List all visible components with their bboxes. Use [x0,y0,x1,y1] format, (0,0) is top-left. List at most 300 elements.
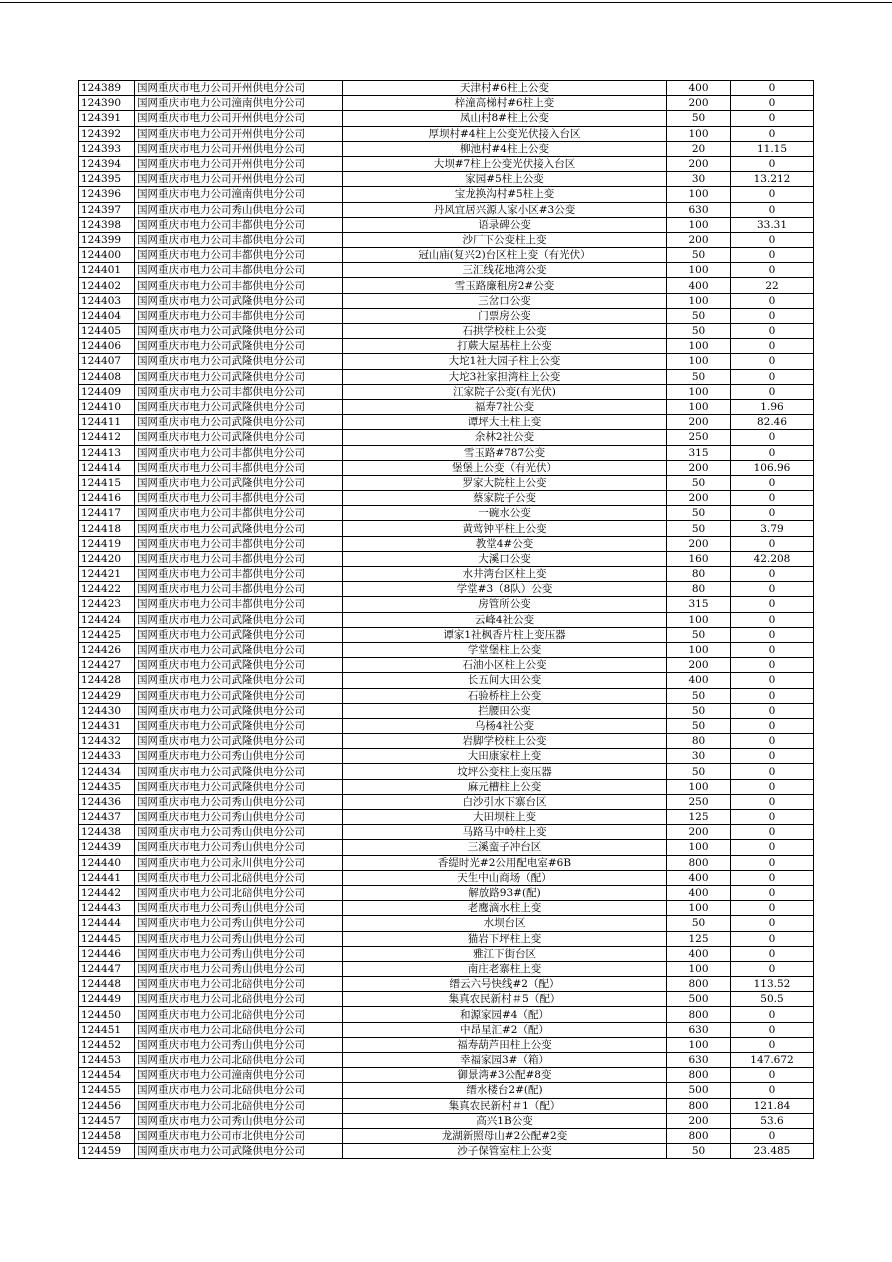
cell-company: 国网重庆市电力公司武隆供电分公司 [135,703,343,718]
table-row [79,961,814,976]
table-row [79,582,814,597]
cell-value: 0 [731,855,814,870]
cell-capacity: 100 [667,779,731,794]
cell-company: 国网重庆市电力公司丰都供电分公司 [135,445,343,460]
cell-id: 124455 [79,1083,135,1098]
page-top-rule [0,2,892,3]
cell-company: 国网重庆市电力公司武隆供电分公司 [135,1144,343,1159]
cell-id: 124425 [79,627,135,642]
cell-transformer-name: 宝龙换沟村#5柱上变 [343,187,667,202]
table-row [79,764,814,779]
cell-company: 国网重庆市电力公司丰都供电分公司 [135,278,343,293]
cell-transformer-name: 乌杨4社公变 [343,718,667,733]
cell-id: 124418 [79,521,135,536]
cell-capacity: 50 [667,324,731,339]
cell-transformer-name: 集真农民新村＃5（配） [343,992,667,1007]
cell-value: 0 [731,369,814,384]
cell-company: 国网重庆市电力公司秀山供电分公司 [135,840,343,855]
cell-transformer-name: 猫岩下坪柱上变 [343,931,667,946]
cell-capacity: 50 [667,1144,731,1159]
cell-transformer-name: 三汇线花地湾公变 [343,263,667,278]
cell-value: 0 [731,430,814,445]
cell-id: 124408 [79,369,135,384]
cell-value: 147.672 [731,1053,814,1068]
cell-id: 124416 [79,491,135,506]
cell-capacity: 200 [667,1113,731,1128]
cell-company: 国网重庆市电力公司武隆供电分公司 [135,612,343,627]
cell-capacity: 50 [667,521,731,536]
cell-id: 124456 [79,1098,135,1113]
table-row [79,825,814,840]
table-row [79,217,814,232]
cell-value: 0 [731,1068,814,1083]
cell-value: 0 [731,1022,814,1037]
table-row [79,673,814,688]
cell-capacity: 100 [667,840,731,855]
cell-company: 国网重庆市电力公司开州供电分公司 [135,81,343,96]
cell-id: 124433 [79,749,135,764]
cell-value: 0 [731,673,814,688]
cell-value: 0 [731,81,814,96]
cell-company: 国网重庆市电力公司秀山供电分公司 [135,202,343,217]
cell-value: 0 [731,506,814,521]
cell-value: 0 [731,308,814,323]
cell-transformer-name: 水井湾台区柱上变 [343,567,667,582]
cell-id: 124444 [79,916,135,931]
cell-id: 124422 [79,582,135,597]
table-row [79,1007,814,1022]
cell-id: 124392 [79,126,135,141]
table-row [79,855,814,870]
table-row [79,445,814,460]
cell-transformer-name: 石油小区柱上公变 [343,658,667,673]
cell-value: 0 [731,445,814,460]
table-row [79,172,814,187]
cell-company: 国网重庆市电力公司武隆供电分公司 [135,339,343,354]
cell-capacity: 100 [667,1037,731,1052]
cell-id: 124401 [79,263,135,278]
cell-transformer-name: 和源家园#4（配） [343,1007,667,1022]
cell-capacity: 400 [667,885,731,900]
cell-company: 国网重庆市电力公司丰都供电分公司 [135,263,343,278]
cell-value: 3.79 [731,521,814,536]
cell-company: 国网重庆市电力公司武隆供电分公司 [135,718,343,733]
cell-value: 0 [731,536,814,551]
cell-transformer-name: 大坝#7柱上公变光伏接入台区 [343,156,667,171]
cell-capacity: 250 [667,794,731,809]
cell-capacity: 315 [667,445,731,460]
cell-capacity: 50 [667,718,731,733]
cell-value: 106.96 [731,460,814,475]
table-row [79,931,814,946]
cell-value: 0 [731,1007,814,1022]
cell-transformer-name: 老鹰滴水柱上变 [343,901,667,916]
cell-company: 国网重庆市电力公司北碚供电分公司 [135,1022,343,1037]
cell-transformer-name: 缙云六号快线#2（配） [343,977,667,992]
cell-company: 国网重庆市电力公司开州供电分公司 [135,126,343,141]
table-row [79,627,814,642]
cell-id: 124445 [79,931,135,946]
cell-id: 124442 [79,885,135,900]
cell-company: 国网重庆市电力公司开州供电分公司 [135,156,343,171]
cell-capacity: 200 [667,825,731,840]
cell-value: 0 [731,961,814,976]
cell-value: 0 [731,794,814,809]
cell-id: 124411 [79,415,135,430]
cell-company: 国网重庆市电力公司武隆供电分公司 [135,764,343,779]
cell-id: 124457 [79,1113,135,1128]
cell-company: 国网重庆市电力公司秀山供电分公司 [135,946,343,961]
cell-id: 124420 [79,551,135,566]
table-row [79,202,814,217]
cell-id: 124436 [79,794,135,809]
cell-company: 国网重庆市电力公司秀山供电分公司 [135,1113,343,1128]
cell-transformer-name: 马路马中岭柱上变 [343,825,667,840]
cell-id: 124449 [79,992,135,1007]
table-row [79,415,814,430]
cell-transformer-name: 家园#5柱上公变 [343,172,667,187]
cell-id: 124419 [79,536,135,551]
cell-id: 124417 [79,506,135,521]
cell-value: 13.212 [731,172,814,187]
cell-value: 0 [731,627,814,642]
table-row [79,248,814,263]
cell-transformer-name: 高兴1B公变 [343,1113,667,1128]
table-row [79,430,814,445]
cell-capacity: 50 [667,627,731,642]
cell-value: 0 [731,885,814,900]
table-row [79,491,814,506]
table-row [79,369,814,384]
cell-id: 124459 [79,1144,135,1159]
cell-id: 124432 [79,734,135,749]
table-row [79,703,814,718]
cell-id: 124446 [79,946,135,961]
cell-id: 124400 [79,248,135,263]
cell-value: 0 [731,1083,814,1098]
cell-id: 124395 [79,172,135,187]
cell-capacity: 250 [667,430,731,445]
cell-company: 国网重庆市电力公司丰都供电分公司 [135,506,343,521]
cell-id: 124439 [79,840,135,855]
cell-transformer-name: 江家院子公变(有光伏) [343,384,667,399]
cell-company: 国网重庆市电力公司丰都供电分公司 [135,460,343,475]
cell-capacity: 800 [667,1098,731,1113]
cell-capacity: 500 [667,1083,731,1098]
cell-value: 121.84 [731,1098,814,1113]
table-body [79,81,814,1159]
cell-id: 124410 [79,399,135,414]
cell-id: 124421 [79,567,135,582]
cell-capacity: 50 [667,506,731,521]
table-row [79,1083,814,1098]
cell-transformer-name: 柳池村#4柱上公变 [343,141,667,156]
cell-transformer-name: 幸福家园3#（箱） [343,1053,667,1068]
cell-id: 124389 [79,81,135,96]
cell-id: 124396 [79,187,135,202]
cell-capacity: 630 [667,1022,731,1037]
table-row [79,567,814,582]
cell-id: 124405 [79,324,135,339]
cell-transformer-name: 教堂4#公变 [343,536,667,551]
cell-value: 0 [731,825,814,840]
cell-capacity: 400 [667,946,731,961]
cell-transformer-name: 蔡家院子公变 [343,491,667,506]
cell-capacity: 80 [667,734,731,749]
cell-id: 124402 [79,278,135,293]
cell-transformer-name: 天生中山商场（配） [343,870,667,885]
cell-transformer-name: 天津村#6柱上公变 [343,81,667,96]
table-row [79,642,814,657]
table-row [79,399,814,414]
cell-capacity: 100 [667,961,731,976]
cell-id: 124451 [79,1022,135,1037]
cell-company: 国网重庆市电力公司丰都供电分公司 [135,384,343,399]
cell-transformer-name: 石验桥柱上公变 [343,688,667,703]
cell-company: 国网重庆市电力公司丰都供电分公司 [135,248,343,263]
table-row [79,870,814,885]
table-row [79,794,814,809]
cell-value: 0 [731,202,814,217]
cell-transformer-name: 御景湾#3公配#8变 [343,1068,667,1083]
cell-id: 124453 [79,1053,135,1068]
table-row [79,1128,814,1143]
cell-value: 0 [731,96,814,111]
cell-capacity: 125 [667,810,731,825]
cell-transformer-name: 缙水楼台2#(配) [343,1083,667,1098]
cell-transformer-name: 沙子保管室柱上公变 [343,1144,667,1159]
table-row [79,324,814,339]
cell-value: 0 [731,612,814,627]
cell-value: 0 [731,126,814,141]
cell-value: 0 [731,567,814,582]
table-row [79,916,814,931]
cell-company: 国网重庆市电力公司武隆供电分公司 [135,430,343,445]
table-row [79,506,814,521]
cell-id: 124443 [79,901,135,916]
table-row [79,475,814,490]
cell-id: 124390 [79,96,135,111]
cell-company: 国网重庆市电力公司秀山供电分公司 [135,749,343,764]
cell-capacity: 100 [667,901,731,916]
cell-value: 11.15 [731,141,814,156]
cell-transformer-name: 堡堡上公变（有光伏） [343,460,667,475]
table-row [79,946,814,961]
cell-company: 国网重庆市电力公司开州供电分公司 [135,141,343,156]
cell-capacity: 80 [667,567,731,582]
cell-company: 国网重庆市电力公司武隆供电分公司 [135,399,343,414]
cell-company: 国网重庆市电力公司武隆供电分公司 [135,354,343,369]
table-row [79,293,814,308]
table-row [79,1113,814,1128]
cell-company: 国网重庆市电力公司丰都供电分公司 [135,491,343,506]
cell-id: 124452 [79,1037,135,1052]
cell-company: 国网重庆市电力公司北碚供电分公司 [135,870,343,885]
cell-company: 国网重庆市电力公司武隆供电分公司 [135,475,343,490]
cell-company: 国网重庆市电力公司秀山供电分公司 [135,810,343,825]
cell-value: 0 [731,384,814,399]
table-row [79,901,814,916]
table-row [79,977,814,992]
cell-capacity: 200 [667,96,731,111]
cell-company: 国网重庆市电力公司潼南供电分公司 [135,96,343,111]
cell-capacity: 160 [667,551,731,566]
cell-company: 国网重庆市电力公司丰都供电分公司 [135,536,343,551]
table-row [79,1053,814,1068]
cell-id: 124409 [79,384,135,399]
cell-value: 0 [731,1037,814,1052]
cell-capacity: 200 [667,232,731,247]
cell-company: 国网重庆市电力公司北碚供电分公司 [135,885,343,900]
cell-value: 0 [731,749,814,764]
table-row [79,658,814,673]
cell-value: 0 [731,916,814,931]
cell-id: 124399 [79,232,135,247]
cell-transformer-name: 一碗水公变 [343,506,667,521]
cell-transformer-name: 大坨1社大园子柱上公变 [343,354,667,369]
cell-transformer-name: 语录碑公变 [343,217,667,232]
cell-value: 0 [731,870,814,885]
cell-capacity: 80 [667,582,731,597]
table-row [79,126,814,141]
cell-transformer-name: 谭坪大土柱上变 [343,415,667,430]
cell-id: 124454 [79,1068,135,1083]
cell-value: 0 [731,931,814,946]
cell-company: 国网重庆市电力公司北碚供电分公司 [135,1098,343,1113]
table-row [79,840,814,855]
cell-company: 国网重庆市电力公司武隆供电分公司 [135,415,343,430]
cell-capacity: 800 [667,1068,731,1083]
table-row [79,384,814,399]
table-row [79,232,814,247]
cell-company: 国网重庆市电力公司永川供电分公司 [135,855,343,870]
cell-value: 0 [731,840,814,855]
cell-transformer-name: 厚坝村#4柱上公变光伏接入台区 [343,126,667,141]
cell-id: 124431 [79,718,135,733]
table-row [79,597,814,612]
cell-capacity: 400 [667,278,731,293]
cell-id: 124397 [79,202,135,217]
cell-id: 124429 [79,688,135,703]
cell-transformer-name: 长五间大田公变 [343,673,667,688]
table-row [79,96,814,111]
cell-value: 0 [731,734,814,749]
cell-capacity: 630 [667,202,731,217]
cell-id: 124434 [79,764,135,779]
cell-capacity: 500 [667,992,731,1007]
cell-capacity: 315 [667,597,731,612]
table-row [79,1098,814,1113]
cell-value: 0 [731,324,814,339]
cell-company: 国网重庆市电力公司丰都供电分公司 [135,232,343,247]
cell-company: 国网重庆市电力公司武隆供电分公司 [135,779,343,794]
cell-company: 国网重庆市电力公司丰都供电分公司 [135,582,343,597]
cell-value: 0 [731,642,814,657]
cell-capacity: 30 [667,172,731,187]
cell-value: 50.5 [731,992,814,1007]
cell-value: 0 [731,688,814,703]
cell-transformer-name: 三岔口公变 [343,293,667,308]
cell-transformer-name: 三溪蛮子冲台区 [343,840,667,855]
cell-company: 国网重庆市电力公司北碚供电分公司 [135,1053,343,1068]
cell-value: 0 [731,810,814,825]
cell-value: 0 [731,475,814,490]
table-row [79,263,814,278]
cell-id: 124424 [79,612,135,627]
cell-capacity: 100 [667,399,731,414]
cell-capacity: 200 [667,658,731,673]
table-row [79,460,814,475]
cell-value: 33.31 [731,217,814,232]
cell-capacity: 100 [667,339,731,354]
cell-value: 0 [731,111,814,126]
cell-capacity: 100 [667,612,731,627]
cell-capacity: 100 [667,354,731,369]
cell-transformer-name: 大田坝柱上变 [343,810,667,825]
cell-company: 国网重庆市电力公司秀山供电分公司 [135,931,343,946]
cell-id: 124437 [79,810,135,825]
cell-capacity: 50 [667,703,731,718]
cell-transformer-name: 凤山村8#柱上公变 [343,111,667,126]
cell-value: 0 [731,156,814,171]
cell-transformer-name: 白沙引水下寨台区 [343,794,667,809]
cell-transformer-name: 麻元槽柱上公变 [343,779,667,794]
cell-id: 124415 [79,475,135,490]
cell-id: 124440 [79,855,135,870]
table-row [79,1068,814,1083]
table-row [79,734,814,749]
cell-capacity: 30 [667,749,731,764]
cell-value: 42.208 [731,551,814,566]
cell-capacity: 50 [667,369,731,384]
cell-value: 0 [731,339,814,354]
cell-transformer-name: 龙湖新照母山#2公配#2变 [343,1128,667,1143]
cell-id: 124407 [79,354,135,369]
cell-capacity: 800 [667,855,731,870]
cell-transformer-name: 大溪口公变 [343,551,667,566]
cell-company: 国网重庆市电力公司武隆供电分公司 [135,658,343,673]
cell-capacity: 100 [667,217,731,232]
cell-value: 0 [731,597,814,612]
data-table [78,80,814,1159]
cell-value: 0 [731,187,814,202]
table-row [79,187,814,202]
cell-transformer-name: 雅江下街台区 [343,946,667,961]
cell-company: 国网重庆市电力公司武隆供电分公司 [135,642,343,657]
cell-company: 国网重庆市电力公司市北供电分公司 [135,1128,343,1143]
cell-capacity: 200 [667,491,731,506]
cell-transformer-name: 门票房公变 [343,308,667,323]
cell-capacity: 100 [667,642,731,657]
cell-id: 124458 [79,1128,135,1143]
cell-transformer-name: 坟坪公变柱上变压器 [343,764,667,779]
cell-capacity: 50 [667,916,731,931]
cell-transformer-name: 香缇时光#2公用配电室#6B [343,855,667,870]
cell-value: 82.46 [731,415,814,430]
cell-transformer-name: 岩脚学校柱上公变 [343,734,667,749]
table-row [79,308,814,323]
cell-value: 53.6 [731,1113,814,1128]
cell-transformer-name: 福寿葫芦田柱上公变 [343,1037,667,1052]
cell-company: 国网重庆市电力公司北碚供电分公司 [135,1083,343,1098]
cell-transformer-name: 石拱学校柱上公变 [343,324,667,339]
cell-company: 国网重庆市电力公司武隆供电分公司 [135,734,343,749]
cell-capacity: 100 [667,187,731,202]
cell-capacity: 400 [667,870,731,885]
cell-value: 0 [731,718,814,733]
cell-value: 0 [731,901,814,916]
table-row [79,992,814,1007]
